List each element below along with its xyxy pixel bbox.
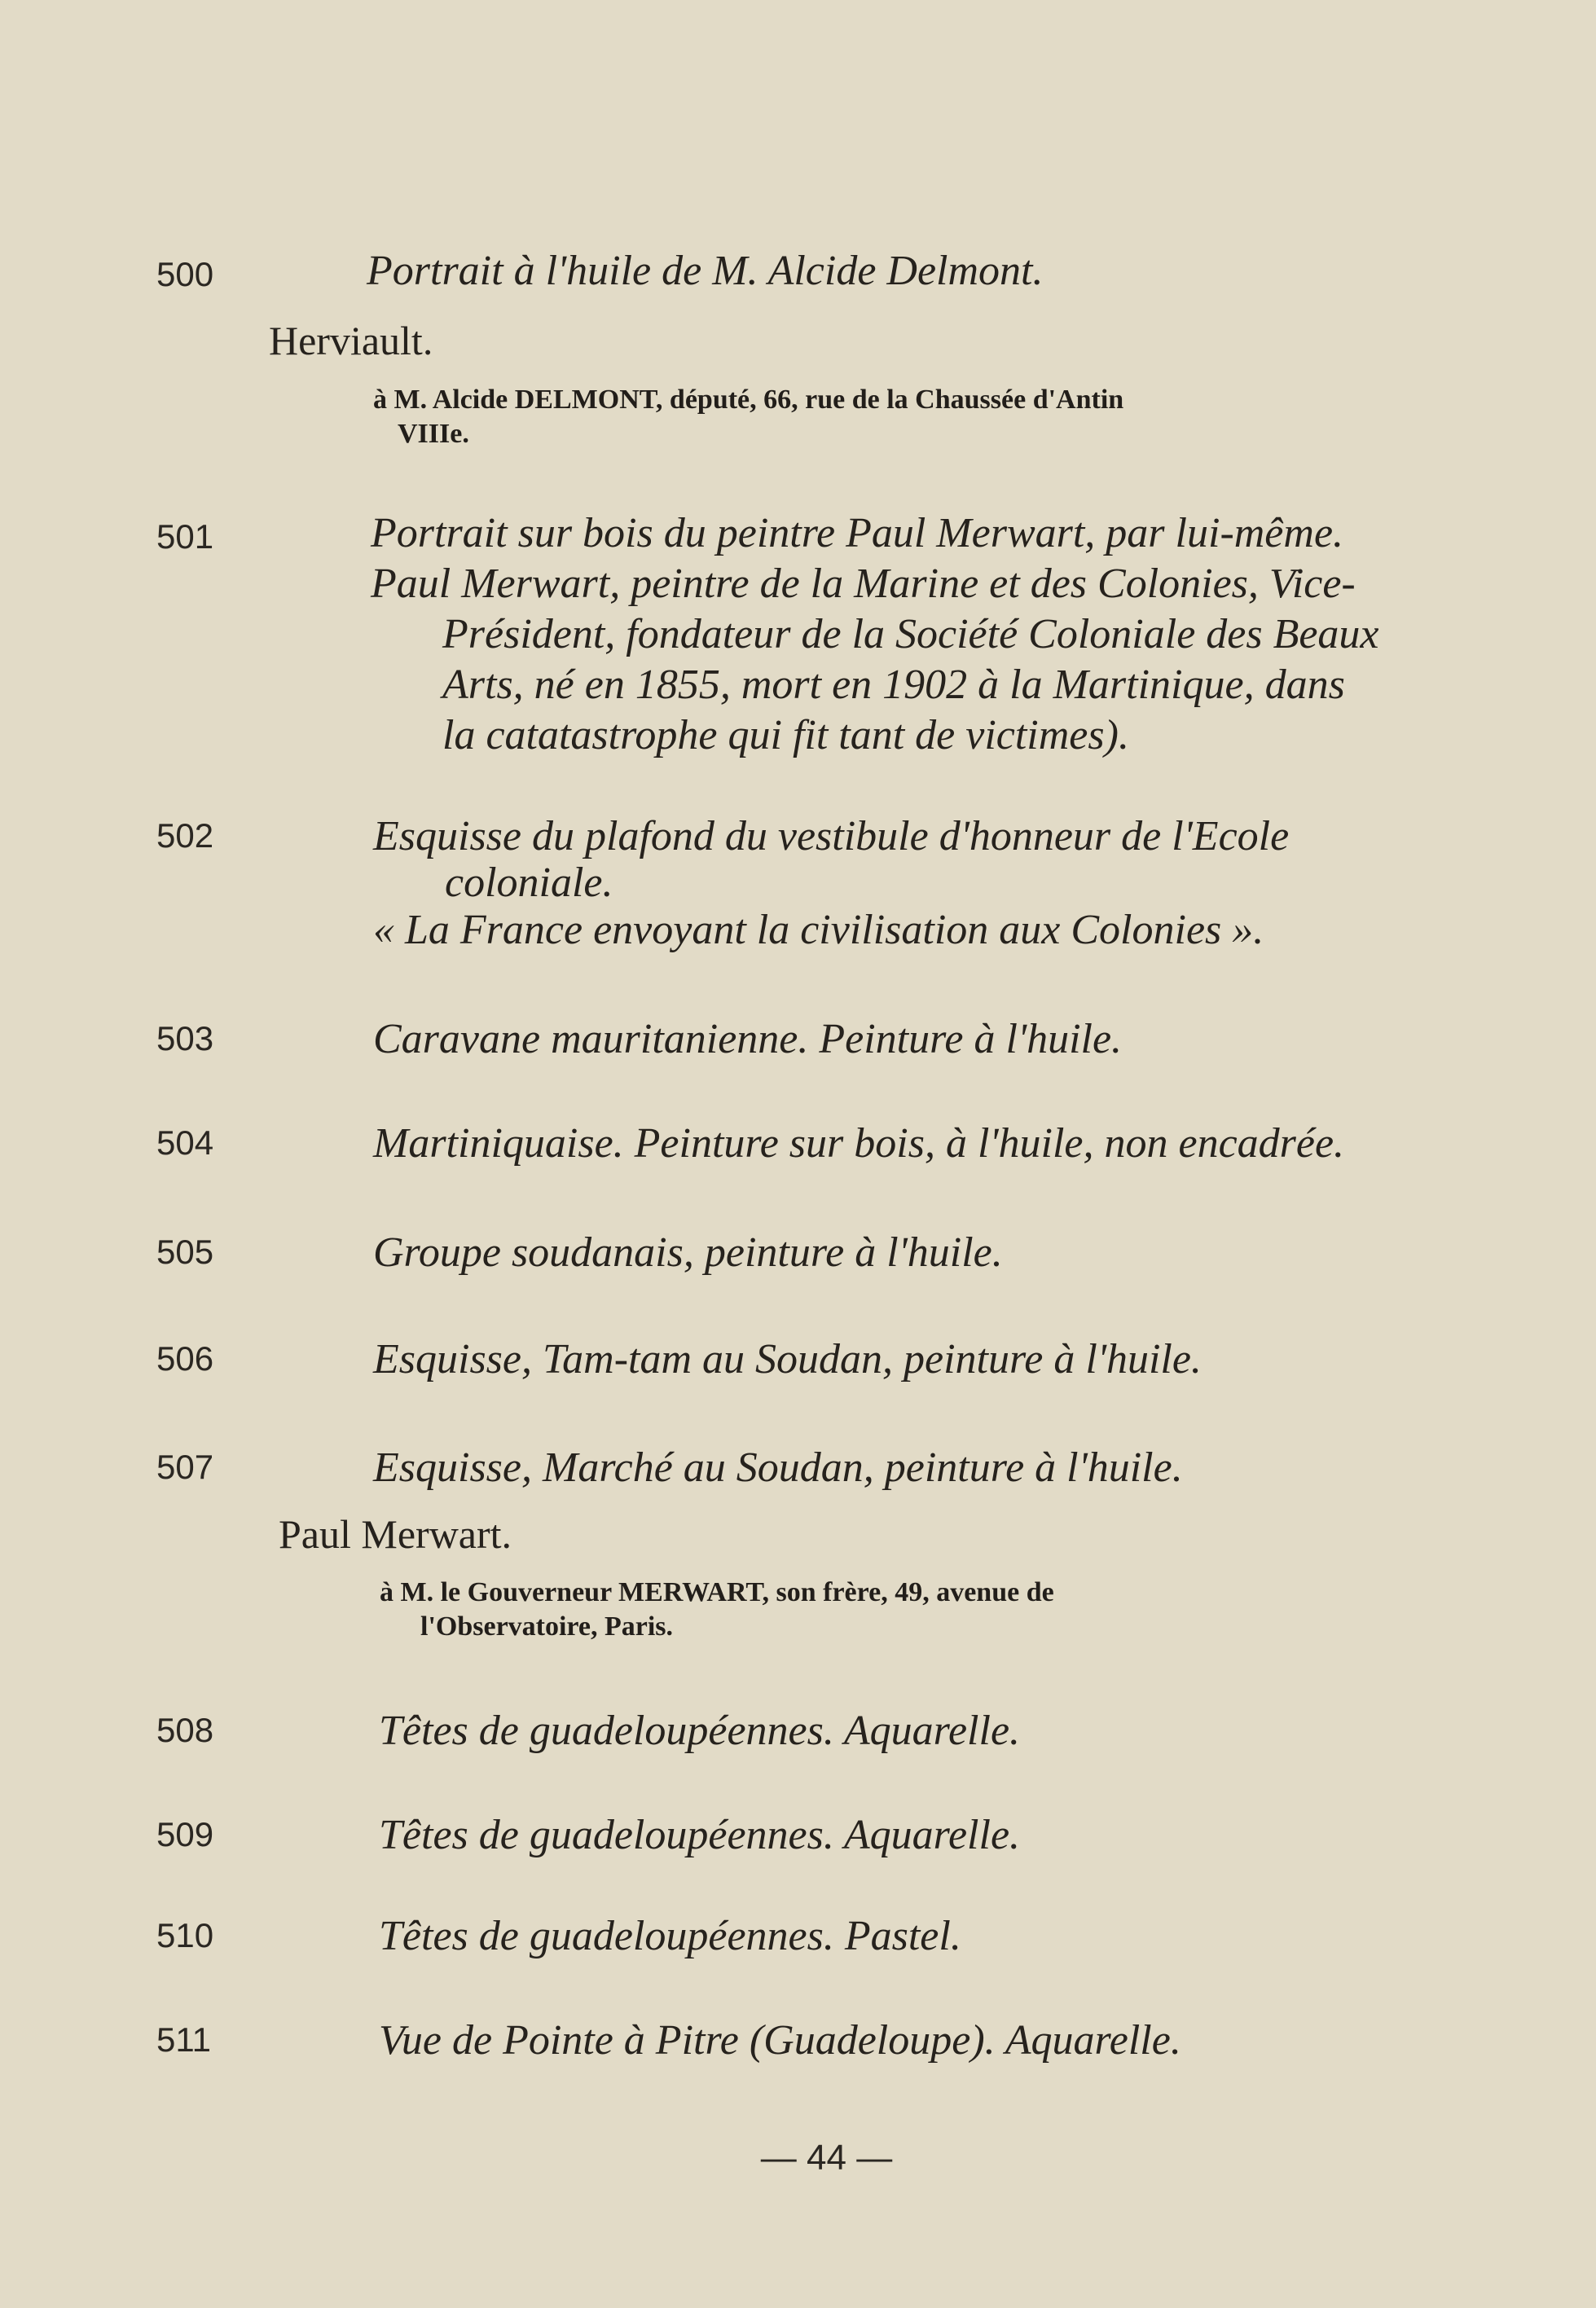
entry-title	[379, 1810, 1020, 1861]
entry-number: 503	[156, 1019, 214, 1057]
entry-title	[371, 508, 1379, 761]
entry-number: 501	[156, 517, 214, 556]
entry-line: Portrait à l'huile de M. Alcide Delmont.	[367, 248, 1044, 294]
entry-line: Arts, né en 1855, mort en 1902 à la Martinique, dans	[442, 662, 1345, 708]
entry-line: coloniale.	[445, 859, 613, 906]
entry-number: 500	[156, 255, 214, 293]
entry-number: 504	[156, 1123, 214, 1162]
entry-title	[373, 1334, 1202, 1385]
entry-line: Esquisse, Tam-tam au Soudan, peinture à l'huile.	[373, 1336, 1202, 1383]
artist-name: Paul Merwart.	[279, 1511, 512, 1557]
entry-number: 509	[156, 1815, 214, 1853]
entry-line: Esquisse, Marché au Soudan, peinture à l'huile.	[373, 1444, 1183, 1491]
entry-number: 505	[156, 1233, 214, 1271]
entry-line: Têtes de guadeloupéennes. Aquarelle.	[379, 1708, 1021, 1754]
entry-title	[379, 2016, 1181, 2066]
entry-line: Vue de Pointe à Pitre (Guadeloupe). Aquarelle.	[379, 2017, 1181, 2064]
entry-number: 508	[156, 1711, 214, 1749]
entry-line: Groupe soudanais, peinture à l'huile.	[373, 1229, 1003, 1276]
entry-title	[379, 1911, 961, 1962]
owner-line: à M. le Gouverneur MERWART, son frère, 49, avenue de	[380, 1577, 1054, 1607]
entry-title	[379, 1706, 1020, 1756]
entry-line: Têtes de guadeloupéennes. Pastel.	[379, 1913, 961, 1959]
entry-title	[373, 811, 1289, 956]
owner-line: l'Observatoire, Paris.	[420, 1611, 674, 1642]
entry-title	[373, 1014, 1122, 1065]
page-number	[0, 2136, 1596, 2180]
entry-line: « La France envoyant la civilisation aux Colonies ».	[373, 907, 1264, 953]
entry-line: Paul Merwart, peintre de la Marine et des Colonies, Vice-	[371, 561, 1356, 607]
entry-line: Esquisse du plafond du vestibule d'honneur de l'Ecole	[373, 813, 1290, 859]
entry-title	[367, 246, 1043, 297]
owner-line: VIIIe.	[398, 419, 469, 449]
entry-number: 511	[156, 2020, 211, 2059]
artist-name: Herviault.	[269, 318, 433, 363]
owner-note	[373, 383, 1123, 451]
entry-title	[373, 1228, 1003, 1278]
entry-number: 502	[156, 816, 214, 855]
entry-title	[373, 1119, 1344, 1169]
owner-line: à M. Alcide DELMONT, député, 66, rue de la Chaussée d'Antin	[373, 385, 1124, 415]
entry-number: 510	[156, 1916, 214, 1954]
entry-number: 507	[156, 1448, 214, 1486]
entry-line: Martiniquaise. Peinture sur bois, à l'huile, non encadrée.	[373, 1120, 1345, 1167]
entry-line: Président, fondateur de la Société Coloniale des Beaux	[442, 611, 1379, 657]
entry-title	[373, 1443, 1183, 1493]
entry-line: Têtes de guadeloupéennes. Aquarelle.	[379, 1812, 1021, 1858]
entry-line: la catatastrophe qui fit tant de victimes).	[442, 712, 1129, 758]
owner-note	[380, 1576, 1054, 1644]
page-number-text: — 44 —	[760, 2138, 893, 2178]
entry-line: Portrait sur bois du peintre Paul Merwart, par lui-même.	[371, 510, 1344, 556]
entry-number: 506	[156, 1339, 214, 1378]
entry-line: Caravane mauritanienne. Peinture à l'huile.	[373, 1016, 1123, 1062]
